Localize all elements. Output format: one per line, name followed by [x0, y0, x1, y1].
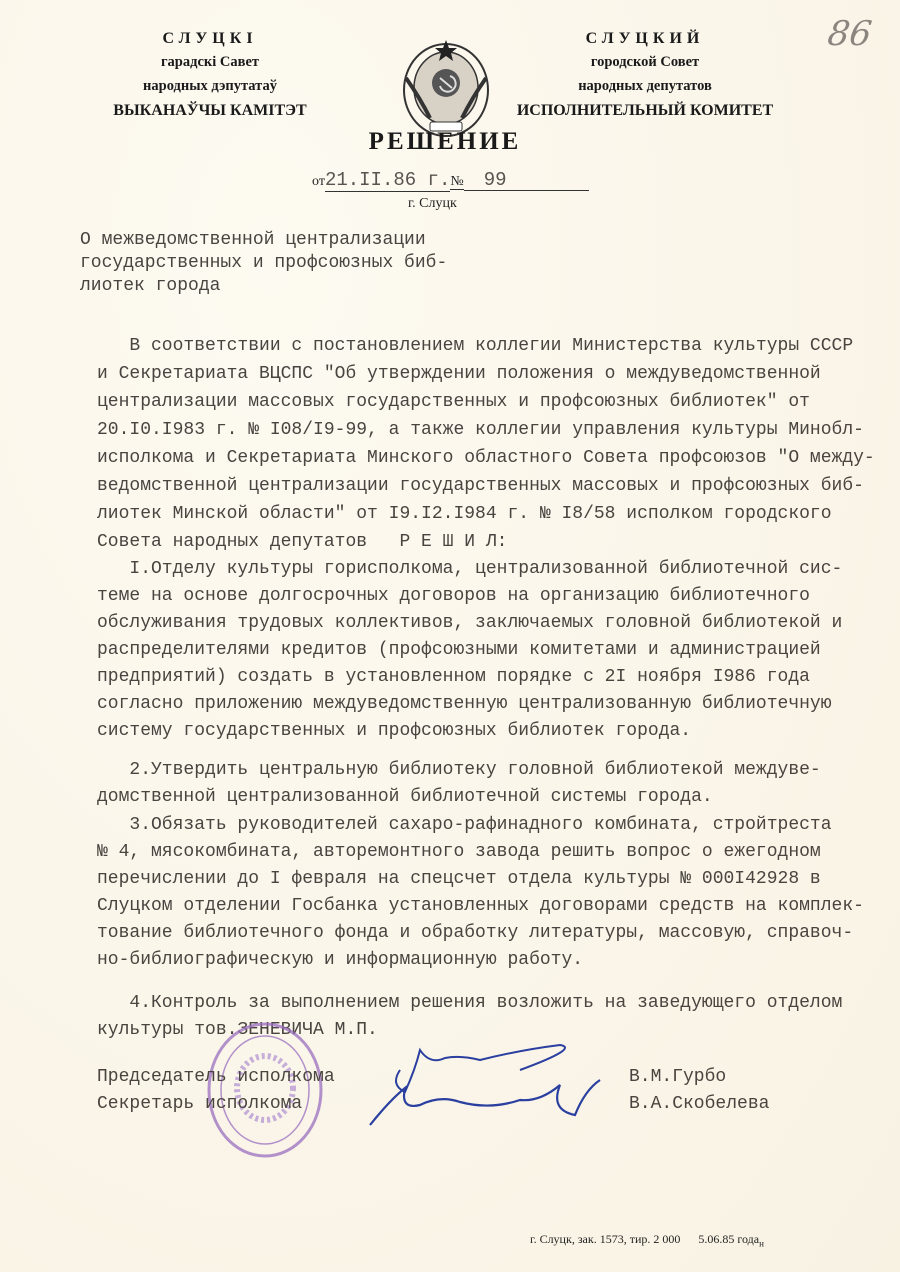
text-line: распределителями кредитов (профсоюзными комитетами и администрацией: [97, 640, 821, 660]
text-line: 3.Обязать руководителей сахаро-рафинадного комбината, стройтреста: [97, 815, 832, 835]
text-line: централизации массовых государственных и профсоюзных библиотек" от: [97, 392, 810, 412]
document-title: РЕШЕНИЕ: [368, 128, 522, 155]
number-label: №: [450, 174, 464, 189]
org-committee-ru: ИСПОЛНИТЕЛЬНЫЙ КОМИТЕТ: [516, 102, 774, 119]
date-number-line: [312, 170, 589, 192]
imprint-date: 5.06.85 года: [698, 1232, 760, 1246]
text-line: Слуцком отделении Госбанка установленных договорами средств на комплек-: [97, 896, 864, 916]
text-line: I.Отделу культуры горисполкома, централизованной библиотечной сис-: [97, 559, 843, 579]
signer-role: Председатель исполкома: [97, 1067, 335, 1087]
letterhead-belarusian: [110, 30, 310, 120]
text-line: Совета народных депутатов Р Е Ш И Л:: [97, 532, 508, 552]
text-line: обслуживания трудовых коллективов, заключаемых головной библиотекой и: [97, 613, 843, 633]
org-line-ru: народных депутатов: [578, 78, 712, 94]
city: г. Слуцк: [408, 196, 457, 211]
text-line: культуры тов.ЗЕНЕВИЧА М.П.: [97, 1020, 378, 1040]
text-line: согласно приложению междуведомственную централизованную библиотечную: [97, 694, 832, 714]
text-line: но-библиографическую и информационную работу.: [97, 950, 584, 970]
signer-role: Секретарь исполкома: [97, 1094, 303, 1114]
text-line: ведомственной централизации государственных массовых и профсоюзных биб-: [97, 476, 864, 496]
imprint-text: г. Слуцк, зак. 1573, тир. 2 000: [530, 1232, 681, 1246]
preamble: [97, 332, 875, 556]
item-2: [97, 757, 821, 811]
text-line: 20.I0.I983 г. № I08/I9-99, а также коллегии управления культуры Минобл-: [97, 420, 864, 440]
subject-line: лиотек города: [80, 276, 221, 296]
text-line: В соответствии с постановлением коллегии Министерства культуры СССР: [97, 336, 854, 356]
text-line: перечислении до I февраля на спецсчет отдела культуры № 000I42928 в: [97, 869, 821, 889]
text-line: № 4, мясокомбината, авторемонтного завода решить вопрос о ежегодном: [97, 842, 821, 862]
printer-imprint: [530, 1232, 764, 1248]
org-name-ru: СЛУЦКИЙ: [585, 30, 705, 47]
decision-number: 99: [464, 170, 589, 191]
text-line: теме на основе долгосрочных договоров на организацию библиотечного: [97, 586, 810, 606]
org-line-by: народных дэпутатаў: [143, 78, 277, 94]
org-line-ru: городской Совет: [590, 54, 700, 70]
text-line: исполкома и Секретариата Минского областного Совета профсоюзов "О между-: [97, 448, 875, 468]
org-committee-by: ВЫКАНАЎЧЫ КАМІТЭТ: [113, 102, 307, 119]
org-name-by: СЛУЦКІ: [162, 30, 258, 47]
text-line: 2.Утвердить центральную библиотеку головной библиотекой междуве-: [97, 760, 821, 780]
subject-line: государственных и профсоюзных биб-: [80, 253, 448, 273]
decision-date: 21.II.86 г.: [324, 169, 451, 191]
org-line-by: гарадскі Савет: [160, 54, 260, 70]
text-line: лиотек Минской области" от I9.I2.I984 г. № I8/58 исполком городского: [97, 504, 832, 524]
text-line: 4.Контроль за выполнением решения возложить на заведующего отделом: [97, 993, 843, 1013]
signer-name: В.А.Скобелева: [629, 1094, 770, 1114]
item-3: [97, 812, 864, 974]
text-line: домственной централизованной библиотечной системы города.: [97, 787, 713, 807]
text-line: тование библиотечного фонда и обработку литературы, массовую, справоч-: [97, 923, 854, 943]
subject: [80, 229, 447, 298]
text-line: систему государственных и профсоюзных библиотек города.: [97, 721, 692, 741]
subject-line: О межведомственной централизации: [80, 230, 426, 250]
signer-name: В.М.Гурбо: [629, 1067, 727, 1087]
letterhead-russian: [500, 30, 790, 120]
page-number: 86: [825, 14, 875, 54]
text-line: предприятий) создать в установленном порядке с 2I ноября I986 года: [97, 667, 810, 687]
handwritten-signatures: [360, 1030, 620, 1130]
text-line: и Секретариата ВЦСПС "Об утверждении положения о междуведомственной: [97, 364, 821, 384]
imprint-suffix: н: [759, 1238, 764, 1249]
state-emblem-icon: [400, 38, 492, 138]
date-prefix: от: [312, 174, 325, 189]
item-1: [97, 556, 842, 745]
